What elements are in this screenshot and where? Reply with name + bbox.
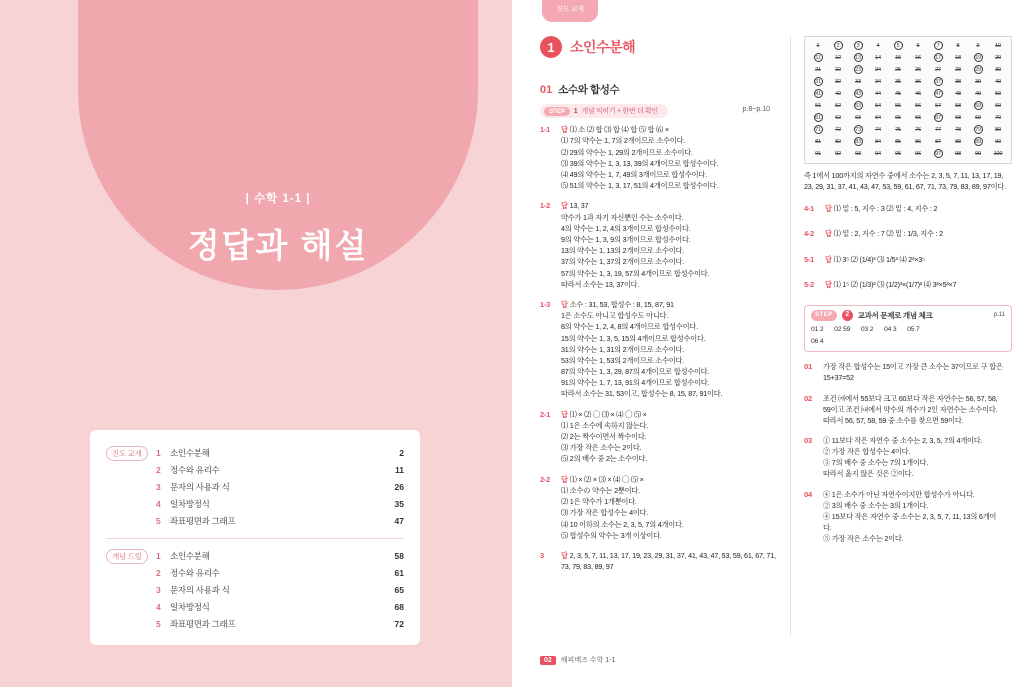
- list-item[interactable]: [156, 547, 404, 564]
- number-cell: 42: [835, 90, 841, 97]
- number-cell: 78: [955, 126, 961, 133]
- solution-answer-text: 13, 37: [569, 201, 589, 211]
- number-cell: 26: [915, 66, 921, 73]
- solution-item: [804, 435, 1012, 480]
- solution-explanation: [561, 420, 776, 465]
- number-cell: 15: [895, 54, 901, 61]
- solution-line: 따라서 소수는 13, 37이다.: [561, 279, 640, 289]
- number-cell: 86: [915, 138, 921, 145]
- step2-answer: 01 2: [811, 326, 824, 334]
- number-cell: 4: [876, 42, 880, 49]
- number-cell: 85: [895, 138, 901, 145]
- solution-line: ⑷ 10 이하의 소수는 2, 3, 5, 7의 4개이다.: [561, 519, 684, 529]
- prime-number-cell: 13: [855, 55, 861, 62]
- solution-answer: 답 소수 : 31, 53, 합성수 : 8, 15, 87, 91: [561, 299, 674, 309]
- solution-explanation: [561, 310, 776, 399]
- solution-line: 4의 약수는 1, 2, 4의 3개이므로 합성수이다.: [561, 223, 691, 233]
- number-cell: 9: [976, 42, 980, 49]
- solution-answer-text: ⑴ 밑 : 2, 지수 : 7 ⑵ 밑 : 1/3, 지수 : 2: [833, 229, 943, 239]
- number-cell: 92: [835, 150, 841, 157]
- toc-item-page: 2: [399, 447, 404, 458]
- solution-id: 4-1: [804, 203, 815, 213]
- toc-item-number: 1: [156, 447, 161, 458]
- prime-number-cell: 23: [855, 67, 861, 74]
- solution-line: ⑵ 2는 짝수이면서 짝수이다.: [561, 432, 647, 442]
- solution-explanation: [823, 361, 1012, 383]
- solution-answer-text: ⑴ 밑 : 5, 지수 : 3 ⑵ 밑 : 4, 지수 : 2: [833, 203, 938, 213]
- solution-line: ⑶ 39의 약수는 1, 3, 13, 39의 4개이므로 합성수이다.: [561, 158, 719, 168]
- list-item[interactable]: [156, 581, 404, 598]
- page-footer: [540, 655, 615, 665]
- toc-item-label: 문자의 사용과 식: [170, 584, 230, 595]
- step2-answer: 06 4: [811, 337, 824, 345]
- number-cell: 90: [995, 138, 1001, 145]
- number-cell: 80: [995, 126, 1001, 133]
- list-item[interactable]: [156, 616, 404, 633]
- footer-page-number: 02: [540, 656, 556, 665]
- toc-item-number: 5: [156, 516, 161, 527]
- solution-item: [804, 393, 1012, 426]
- number-cell: 96: [915, 150, 921, 157]
- solution-line: ⑴ 1은 소수에 속하지 않는다.: [561, 421, 649, 430]
- solution-answer: 답 ⑴ 1⁵ ⑵ (1/3)² ⑶ (1/2)³×(1/7)² ⑷ 3²×5³×7: [825, 280, 957, 290]
- solution-item: [804, 254, 1012, 265]
- cover-title-block: [78, 190, 478, 267]
- table-row: [808, 148, 1008, 160]
- table-row: [808, 136, 1008, 148]
- solution-id: 5-1: [804, 254, 815, 264]
- toc-item-number: 2: [156, 464, 161, 475]
- table-row: [808, 52, 1008, 64]
- number-cell: 25: [895, 66, 901, 73]
- solution-answer: 답 ⑴ 소 ⑵ 합 ⑶ 합 ⑷ 합 ⑸ 합 ⑹ ×: [561, 125, 669, 134]
- table-row: [808, 76, 1008, 88]
- number-cell: 88: [955, 138, 961, 145]
- number-cell: 16: [915, 54, 921, 61]
- section-number: 01: [540, 84, 553, 96]
- number-cell: 40: [995, 78, 1001, 85]
- number-cell: 95: [895, 150, 901, 157]
- number-cell: 76: [915, 126, 921, 133]
- solution-line: ② 3의 배수 중 소수는 3의 1개이다.: [823, 500, 929, 510]
- solution-line: 9의 약수는 1, 3, 9의 3개이므로 합성수이다.: [561, 235, 691, 245]
- solution-line: ⑶ 가장 작은 소수는 2이다.: [561, 443, 642, 453]
- prime-number-cell: 41: [815, 91, 821, 98]
- toc-item-page: 68: [394, 602, 404, 613]
- toc-rows-1: [156, 444, 404, 530]
- prime-number-cell: 61: [815, 115, 821, 122]
- solution-line: 1은 소수도 아니고 합성수도 아니다.: [561, 311, 669, 321]
- prime-number-cell: 5: [888, 40, 908, 52]
- chapter-title: 소인수분해: [570, 39, 636, 55]
- number-cell: 72: [835, 126, 841, 133]
- toc-item-label: 정수와 유리수: [170, 567, 220, 578]
- number-cell: 56: [915, 102, 921, 109]
- number-cell: 91: [815, 150, 821, 157]
- solution-id: 2-1: [540, 409, 551, 419]
- number-cell: 65: [895, 114, 901, 121]
- toc-item-number: 4: [156, 602, 161, 613]
- prime-number-cell: 3: [848, 40, 868, 52]
- prime-number-cell: 67: [935, 115, 941, 122]
- list-item[interactable]: [156, 444, 404, 461]
- number-cell: 46: [915, 90, 921, 97]
- number-cell: 21: [815, 66, 821, 73]
- solution-item: [540, 200, 776, 290]
- step1-badge: STEP: [544, 107, 570, 116]
- number-cell: 24: [875, 66, 881, 73]
- number-cell: 48: [955, 90, 961, 97]
- number-cell: 28: [955, 66, 961, 73]
- solution-answer: 답 13, 37: [561, 201, 589, 211]
- solution-line: ⑵ 29의 약수는 1, 29의 2개이므로 소수이다.: [561, 147, 693, 157]
- number-cell: 66: [915, 114, 921, 121]
- solution-line: ⑸ 51의 약수는 1, 3, 17, 51의 4개이므로 합성수이다.: [561, 181, 719, 191]
- solution-id: 2-2: [540, 474, 551, 484]
- number-cell: 44: [875, 90, 881, 97]
- solution-line: 따라서 옳지 않은 것은 ②이다.: [823, 469, 914, 479]
- solution-id: 4-2: [804, 229, 815, 239]
- list-item[interactable]: [156, 564, 404, 581]
- solution-line: 따라서 56, 57, 58, 59 중 소수를 찾으면 59이다.: [823, 415, 964, 425]
- list-item[interactable]: [156, 461, 404, 478]
- number-grid-table: [808, 40, 1008, 160]
- prime-number-cell: 89: [975, 139, 981, 146]
- number-cell: 84: [875, 138, 881, 145]
- step2-label: 교과서 문제로 개념 체크: [857, 310, 933, 320]
- number-cell: 98: [955, 150, 961, 157]
- table-row: [808, 40, 1008, 52]
- step2-page: p.11: [993, 311, 1005, 319]
- prime-number-cell: 43: [855, 91, 861, 98]
- solution-line: ③ 7의 배수 중 소수는 7의 1개이다.: [823, 458, 929, 468]
- number-cell: 45: [895, 90, 901, 97]
- solution-answer: 답 ⑴ 3⁵ ⑵ (1/4)³ ⑶ 1/5³ ⑷ 2³×3⁵: [825, 254, 925, 264]
- solution-line: 91의 약수는 1, 7, 13, 91의 4개이므로 합성수이다.: [561, 378, 710, 388]
- toc-rows-2: [156, 547, 404, 633]
- number-cell: 30: [995, 66, 1001, 73]
- number-cell: 10: [995, 42, 1001, 49]
- number-cell: 57: [935, 102, 941, 109]
- solution-answer: 답 ⑴ 밑 : 2, 지수 : 7 ⑵ 밑 : 1/3, 지수 : 2: [825, 229, 943, 239]
- solution-line: 조건 ㈎에서 55보다 크고 60보다 작은 자연수는 56, 57, 58,: [823, 393, 998, 403]
- prime-number-cell: 97: [935, 151, 941, 158]
- number-cell: 18: [955, 54, 961, 61]
- number-cell: 14: [875, 54, 881, 61]
- number-cell: 93: [855, 150, 861, 157]
- number-cell: 99: [975, 150, 981, 157]
- solution-item: [540, 409, 776, 465]
- solution-line: ⑤ 가장 작은 소수는 2이다.: [823, 534, 904, 544]
- solution-line: 약수가 1과 자기 자신뿐인 수는 소수이다.: [561, 212, 684, 222]
- solution-line: ① 11보다 작은 자연수 중 소수는 2, 3, 5, 7의 4개이다.: [823, 436, 983, 445]
- solution-id: 5-2: [804, 280, 815, 290]
- toc-group-2: [106, 547, 404, 633]
- solution-id: 02: [804, 393, 813, 403]
- number-cell: 87: [935, 138, 941, 145]
- number-cell: 34: [875, 78, 881, 85]
- solution-item: [804, 489, 1012, 545]
- step2-answer: 04 3: [884, 326, 897, 334]
- toc-item-label: 소인수분해: [170, 447, 210, 458]
- toc-item-page: 11: [395, 464, 404, 475]
- chapter-number-badge: 1: [540, 36, 562, 58]
- toc-group-badge: 개념 드릴: [106, 549, 148, 564]
- number-cell: 38: [955, 78, 961, 85]
- solution-item: [804, 279, 1012, 290]
- list-item[interactable]: [156, 513, 404, 530]
- grid-note: 즉 1에서 100까지의 자연수 중에서 소수는 2, 3, 5, 7, 11, 13, 17, 19, 23, 29, 31, 37, 41, 43, 47, 53, 59, 61, 67, 71, 73, 79, 83, 89, 97이다.: [804, 171, 1006, 192]
- prime-number-cell: 53: [855, 103, 861, 110]
- solution-answer-text: ⑴ 3⁵ ⑵ (1/4)³ ⑶ 1/5³ ⑷ 2³×3⁵: [833, 254, 925, 264]
- solution-answer: 답 ⑴ 밑 : 5, 지수 : 3 ⑵ 밑 : 4, 지수 : 2: [825, 203, 938, 213]
- solution-item: [804, 203, 1012, 214]
- step2-answer: 05 7: [907, 326, 920, 334]
- solution-explanation: [561, 135, 776, 191]
- solution-answer: 답 2, 3, 5, 7, 11, 13, 17, 19, 23, 29, 31, 37, 41, 43, 47, 53, 59, 61, 67, 71, 73, 79, 83, 89, 97: [561, 550, 776, 572]
- solution-line: 가장 작은 합성수는 15이고 가장 큰 소수는 37이므로 구 합은: [823, 362, 1003, 372]
- number-cell: 82: [835, 138, 841, 145]
- table-row: [808, 112, 1008, 124]
- number-cell: 27: [935, 66, 941, 73]
- solution-id: 01: [804, 362, 813, 372]
- table-row: [808, 124, 1008, 136]
- number-cell: 51: [815, 102, 821, 109]
- prime-number-cell: 7: [928, 40, 948, 52]
- list-item[interactable]: [156, 478, 404, 495]
- number-cell: 94: [875, 150, 881, 157]
- toc-item-number: 5: [156, 619, 161, 630]
- toc-item-label: 정수와 유리수: [170, 464, 220, 475]
- solution-page: [512, 0, 1024, 687]
- footer-label: 해피메즈 수학 1-1: [560, 657, 616, 664]
- number-cell: 62: [835, 114, 841, 121]
- solution-answer-text: ⑴ × ⑵ ◯ ⑶ × ⑷ ◯ ⑸ ×: [569, 409, 647, 419]
- section-heading: [540, 82, 619, 97]
- solution-line: 59이고 조건 ㈏에서 약수의 개수가 2인 자연수는 소수이다.: [823, 404, 998, 414]
- cover-title: 정답과 해설: [187, 227, 369, 264]
- prime-number-cell: 2: [828, 40, 848, 52]
- solutions-column-right: [804, 36, 1012, 544]
- solution-line: ⑴ 소수の 약수는 2뿐이다.: [561, 486, 640, 496]
- number-cell: 100: [993, 150, 1003, 157]
- step2-answer: 02 59: [834, 326, 851, 334]
- number-cell: 8: [956, 42, 960, 49]
- solution-line: ⑵ 1은 약수가 1개뿐이다.: [561, 497, 637, 507]
- solution-id: 04: [804, 489, 813, 499]
- number-cell: 39: [975, 78, 981, 85]
- solution-line: 37의 약수는 1, 37의 2개이므로 소수이다.: [561, 257, 685, 267]
- toc-item-page: 61: [394, 567, 404, 578]
- column-divider: [790, 36, 791, 636]
- number-cell: 60: [995, 102, 1001, 109]
- step2-answer-list: [811, 324, 1005, 347]
- prime-number-cell: 59: [975, 103, 981, 110]
- number-cell: 49: [975, 90, 981, 97]
- number-cell: 64: [875, 114, 881, 121]
- number-cell: 22: [835, 66, 841, 73]
- prime-number-cell: 37: [935, 79, 941, 86]
- solution-line: ⑸ 2의 배수 중 2는 소수이다.: [561, 454, 648, 464]
- list-item[interactable]: [156, 496, 404, 513]
- toc-item-label: 좌표평면과 그래프: [170, 619, 236, 630]
- solution-explanation: [823, 393, 1012, 426]
- solution-id: 3: [540, 550, 544, 560]
- number-cell: 81: [815, 138, 821, 145]
- solution-line: 57의 약수는 1, 3, 19, 57의 4개이므로 합성수이다.: [561, 268, 710, 278]
- number-cell: 70: [995, 114, 1001, 121]
- solution-item: [540, 124, 776, 191]
- solution-explanation: [823, 435, 1012, 480]
- solution-answer-text: 소수 : 31, 53, 합성수 : 8, 15, 87, 91: [569, 299, 674, 309]
- solution-item: [540, 550, 776, 572]
- solutions-column-left: [540, 124, 776, 581]
- toc-item-page: 65: [394, 584, 404, 595]
- prime-number-cell: 83: [855, 139, 861, 146]
- cover-subtitle: | 수학 1-1 |: [245, 193, 311, 205]
- solution-line: ⑸ 합성수의 약수는 3개 이상이다.: [561, 530, 662, 540]
- toc-item-page: 58: [394, 550, 404, 561]
- toc-divider: [106, 538, 404, 539]
- toc-item-label: 좌표평면과 그래프: [170, 516, 236, 527]
- number-cell: 55: [895, 102, 901, 109]
- solution-line: ⑶ 가장 작은 합성수는 4이다.: [561, 508, 649, 518]
- prime-number-cell: 31: [815, 79, 821, 86]
- step2-header: [811, 310, 1005, 322]
- step1-pill: [540, 104, 668, 118]
- solution-explanation: [561, 212, 776, 290]
- number-cell: 69: [975, 114, 981, 121]
- solution-item: [540, 299, 776, 400]
- number-cell: 32: [835, 78, 841, 85]
- number-cell: 50: [995, 90, 1001, 97]
- number-cell: 58: [955, 102, 961, 109]
- step1-pages: p.8~p.10: [742, 106, 770, 113]
- solution-id: 1-2: [540, 201, 551, 211]
- section-title: 소수와 합성수: [558, 84, 620, 96]
- toc-item-label: 일차방정식: [170, 499, 210, 510]
- solution-line: 15의 약수는 1, 3, 5, 15의 4개이므로 합성수이다.: [561, 333, 706, 343]
- number-cell: 6: [916, 42, 920, 49]
- step2-badge: STEP: [811, 310, 837, 321]
- toc-group-1: [106, 444, 404, 530]
- step1-number: 1: [573, 107, 578, 115]
- sieve-of-eratosthenes-grid: [804, 36, 1012, 164]
- number-cell: 77: [935, 126, 941, 133]
- step2-banner: [804, 305, 1012, 353]
- number-cell: 74: [875, 126, 881, 133]
- solution-line: 87의 약수는 1, 3, 29, 87의 4개이므로 합성수이다.: [561, 367, 710, 377]
- number-cell: 36: [915, 78, 921, 85]
- list-item[interactable]: [156, 599, 404, 616]
- solution-line: 15+37=52: [823, 373, 854, 383]
- solution-line: ④ 15보다 작은 자연수 중 소수는 2, 3, 5, 7, 11, 13의 6개이: [823, 511, 997, 521]
- solution-item: [804, 361, 1012, 383]
- prime-number-cell: 11: [815, 55, 821, 62]
- toc-item-number: 3: [156, 481, 161, 492]
- table-row: [808, 100, 1008, 112]
- prime-number-cell: 79: [975, 127, 981, 134]
- solution-line: ⑷ 49의 약수는 1, 7, 49의 3개이므로 합성수이다.: [561, 169, 707, 179]
- number-cell: 68: [955, 114, 961, 121]
- prime-number-cell: 17: [935, 55, 941, 62]
- solution-line: 13의 약수는 1, 13의 2개이므로 소수이다.: [561, 246, 685, 256]
- section-tab: 진도 교재: [542, 0, 598, 22]
- table-row: [808, 64, 1008, 76]
- toc-item-number: 3: [156, 584, 161, 595]
- number-cell: 20: [995, 54, 1001, 61]
- solution-id: 1-3: [540, 299, 551, 309]
- chapter-heading: [540, 36, 635, 58]
- toc-item-label: 일차방정식: [170, 602, 210, 613]
- solution-answer-text: ⑴ 1⁵ ⑵ (1/3)² ⑶ (1/2)³×(1/7)² ⑷ 3²×5³×7: [833, 280, 957, 290]
- number-cell: 52: [835, 102, 841, 109]
- number-cell: 1: [816, 42, 820, 49]
- solution-explanation: [561, 485, 776, 541]
- number-cell: 54: [875, 102, 881, 109]
- toc-item-page: 72: [394, 619, 404, 630]
- number-cell: 75: [895, 126, 901, 133]
- toc-item-number: 4: [156, 499, 161, 510]
- solution-line: ④ 1은 소수가 아닌 자연수이지만 합성수가 아니다.: [823, 489, 975, 499]
- prime-number-cell: 47: [935, 91, 941, 98]
- toc-item-label: 소인수분해: [170, 550, 210, 561]
- table-row: [808, 88, 1008, 100]
- step2-number: 2: [842, 310, 853, 321]
- solution-item: [804, 228, 1012, 239]
- step1-label: 개념 익히기 + 한번 더 확인: [581, 108, 659, 115]
- number-cell: 12: [835, 54, 841, 61]
- step2-answer: 03 2: [860, 326, 874, 334]
- step1-banner: [540, 104, 770, 118]
- number-cell: 35: [895, 78, 901, 85]
- toc-item-page: 47: [394, 516, 404, 527]
- toc-item-number: 1: [156, 550, 161, 561]
- solution-item: [540, 474, 776, 541]
- solution-line: ② 가장 작은 합성수는 4이다.: [823, 447, 911, 457]
- solution-line: 53의 약수는 1, 53의 2개이므로 소수이다.: [561, 355, 685, 365]
- toc-item-number: 2: [156, 567, 161, 578]
- solution-id: 03: [804, 436, 813, 445]
- solution-line: ⑴ 7의 약수는 1, 7의 2개이므로 소수이다.: [561, 136, 686, 146]
- toc-group-badge: 진도 교재: [106, 446, 148, 461]
- solution-line: 31의 약수는 1, 31의 2개이므로 소수이다.: [561, 344, 685, 354]
- solution-answer: 답 ⑴ × ⑵ ◯ ⑶ × ⑷ ◯ ⑸ ×: [561, 409, 647, 419]
- prime-number-cell: 73: [855, 127, 861, 134]
- solution-line: 8의 약수는 1, 2, 4, 8의 4개이므로 합성수이다.: [561, 322, 698, 332]
- solution-answer-text: ⑴ × ⑵ × ⑶ × ⑷ ◯ ⑸ ×: [569, 474, 644, 484]
- prime-number-cell: 29: [975, 67, 981, 74]
- toc-item-page: 26: [394, 481, 404, 492]
- prime-number-cell: 19: [975, 55, 981, 62]
- toc-item-page: 35: [394, 499, 404, 510]
- solution-explanation: [823, 489, 1012, 545]
- table-of-contents-card: [90, 430, 420, 645]
- toc-item-label: 문자의 사용과 식: [170, 481, 230, 492]
- number-cell: 33: [855, 78, 861, 85]
- solution-answer-text: ⑴ 소 ⑵ 합 ⑶ 합 ⑷ 합 ⑸ 합 ⑹ ×: [569, 125, 669, 134]
- solution-line: 따라서 소수는 31, 53이고, 합성수는 8, 15, 87, 91이다.: [561, 389, 723, 399]
- number-cell: 63: [855, 114, 861, 121]
- solution-answer-text: 2, 3, 5, 7, 11, 13, 17, 19, 23, 29, 31, 37, 41, 43, 47, 53, 59, 61, 67, 71, 73, 79, 83, 89, 97: [561, 550, 776, 572]
- solution-line: 다.: [823, 523, 832, 533]
- solution-answer: 답 ⑴ × ⑵ × ⑶ × ⑷ ◯ ⑸ ×: [561, 474, 644, 484]
- solution-id: 1-1: [540, 125, 551, 134]
- prime-number-cell: 71: [815, 127, 821, 134]
